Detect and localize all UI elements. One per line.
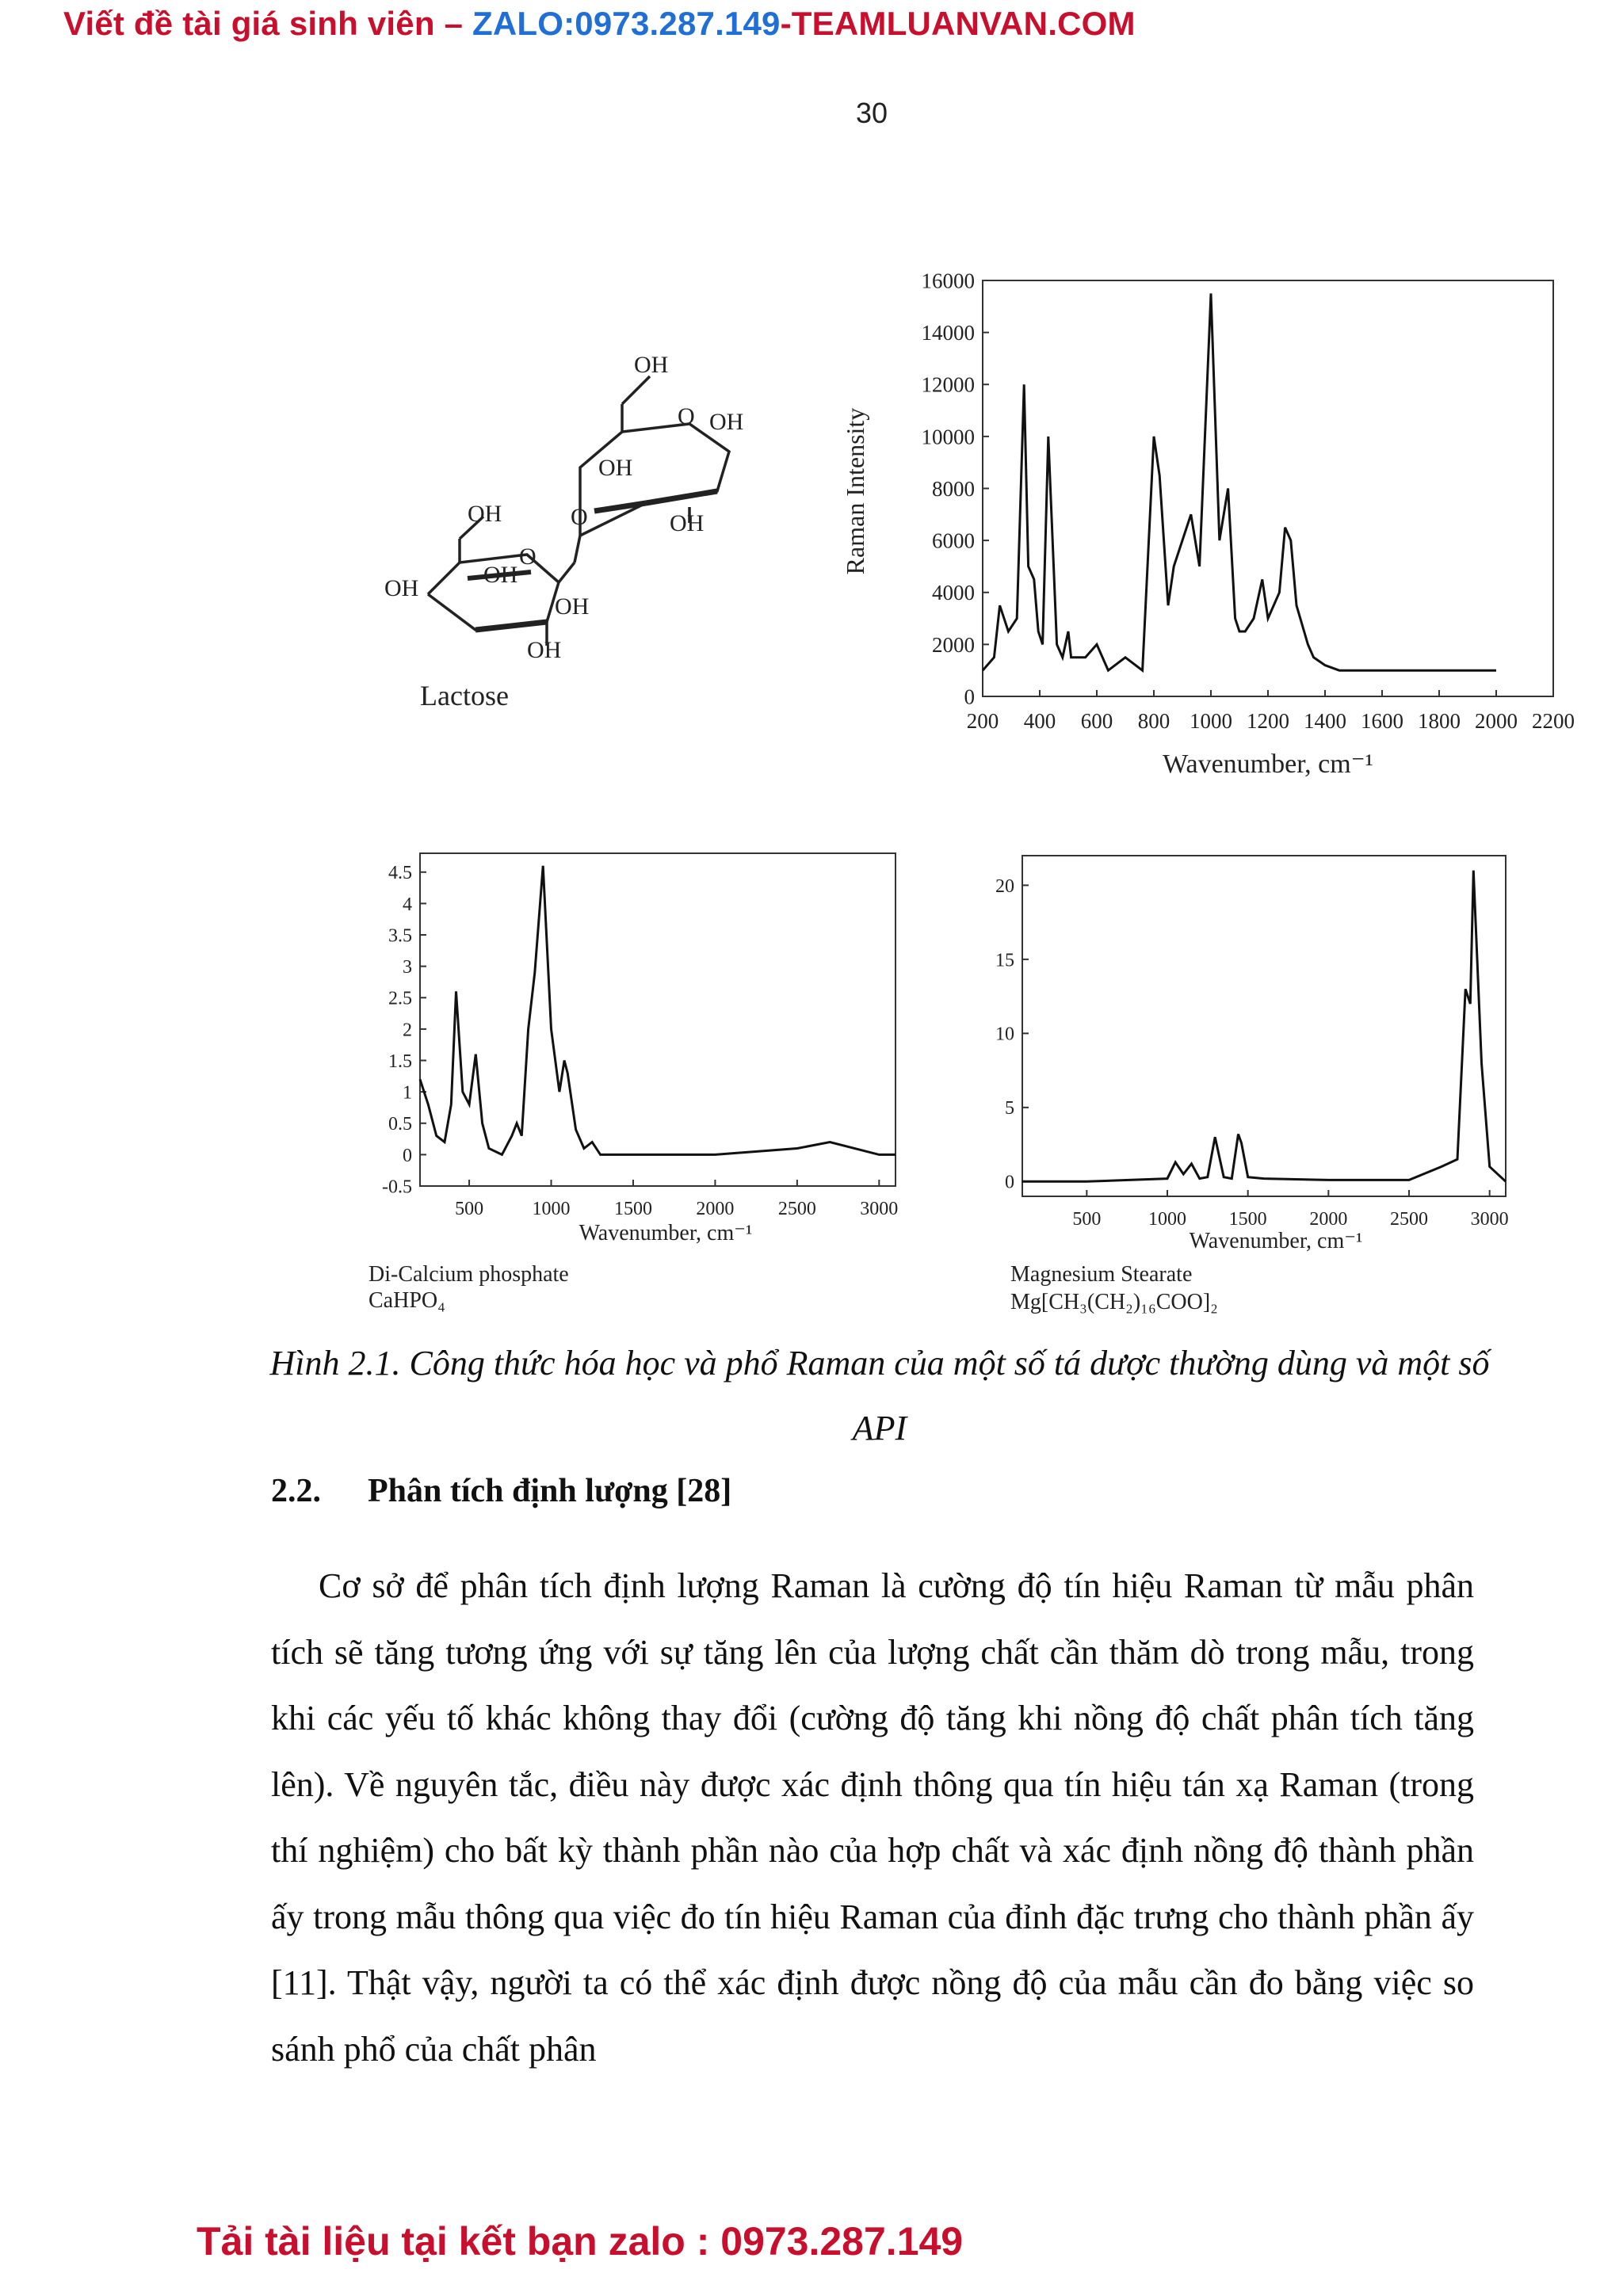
y-tick-label: 8000	[932, 476, 975, 501]
x-tick-label: 2200	[1532, 709, 1575, 733]
lactose-o: O	[519, 543, 537, 570]
compound-formula: CaHPO₄	[369, 1288, 445, 1313]
lactose-oh: OH	[598, 455, 633, 481]
lactose-oh: OH	[555, 593, 590, 620]
compound-formula: Mg[CH₃(CH₂)₁₆COO]₂	[1010, 1290, 1218, 1314]
paragraph-text: Cơ sở để phân tích định lượng Raman là cường độ tín hiệu Raman từ mẫu phân tích sẽ tăng tương ứng với sự tăng lên của lượng chất cần thăm dò trong mẫu, trong khi các yếu tố khác không thay đổi (cường độ tăng khi nồng độ chất phân tích tăng lên). Về nguyên tắc, điều này được xác định thông qua tín hiệu tán xạ Raman (trong thí nghiệm) cho bất kỳ thành phần nào của hợp chất và xác định nồng độ thành phần ấy trong mẫu thông qua việc đo tín hiệu Raman của đỉnh đặc trưng cho thành phần ấy [11]. Thật vậy, người ta có thể xác định được nồng độ của mẫu cần đo bằng việc so sánh phổ của chất phân	[271, 1566, 1474, 2069]
x-tick-label: 1600	[1361, 709, 1403, 733]
spectrum-line	[1022, 871, 1506, 1182]
y-tick-label: 0.5	[388, 1114, 412, 1135]
x-tick-label: 2000	[1309, 1209, 1348, 1230]
lactose-o: O	[571, 504, 588, 530]
lactose-oh: OH	[670, 510, 705, 536]
y-tick-label: 4	[403, 894, 412, 915]
x-axis-label: Wavenumber, cm⁻¹	[579, 1221, 753, 1245]
x-tick-label: 2000	[1475, 709, 1518, 733]
y-axis-label: Raman Intensity	[841, 407, 869, 575]
y-tick-label: 0	[403, 1145, 412, 1166]
y-tick-label: -0.5	[382, 1177, 412, 1198]
spectrum-line	[420, 866, 896, 1155]
y-tick-label: 20	[995, 875, 1014, 897]
x-tick-label: 1800	[1418, 709, 1461, 733]
y-tick-label: 14000	[921, 321, 975, 345]
y-tick-label: 10000	[921, 425, 975, 449]
body-paragraph	[271, 1553, 1474, 2082]
compound-name: Magnesium Stearate	[1010, 1262, 1193, 1287]
compound-name: Di-Calcium phosphate	[369, 1262, 569, 1287]
y-tick-label: 2.5	[388, 988, 412, 1009]
figure-caption: Hình 2.1. Công thức hóa học và phổ Raman của một số tá dược thường dùng và một số API	[269, 1344, 1490, 1447]
x-tick-label: 800	[1137, 709, 1170, 733]
plot-frame	[1022, 856, 1506, 1196]
y-tick-label: 0	[1005, 1172, 1014, 1193]
x-tick-label: 500	[1072, 1209, 1102, 1230]
banner-site: -TEAMLUANVAN.COM	[780, 5, 1136, 42]
section-title: Phân tích định lượng [28]	[368, 1473, 732, 1509]
y-tick-label: 6000	[932, 528, 975, 553]
section-heading	[271, 1472, 731, 1510]
y-tick-label: 0	[964, 685, 975, 709]
top-banner	[63, 5, 1136, 43]
lactose-label: Lactose	[420, 680, 509, 711]
x-axis-label: Wavenumber, cm⁻¹	[1163, 749, 1373, 779]
lactose-structure	[372, 341, 785, 737]
x-tick-label: 2000	[696, 1199, 735, 1219]
page-number: 30	[855, 97, 888, 129]
y-tick-label: 5	[1005, 1098, 1014, 1119]
y-tick-label: 3	[403, 957, 412, 978]
y-tick-label: 4.5	[388, 863, 412, 884]
y-tick-label: 10	[995, 1024, 1014, 1045]
x-tick-label: 600	[1080, 709, 1113, 733]
x-axis-label: Wavenumber, cm⁻¹	[1189, 1229, 1363, 1253]
x-tick-label: 1200	[1247, 709, 1289, 733]
x-tick-label: 3000	[860, 1199, 899, 1219]
bottom-banner: Tải tài liệu tại kết bạn zalo : 0973.287.149	[197, 2219, 964, 2264]
lactose-oh: OH	[634, 352, 669, 378]
x-tick-label: 1000	[1190, 709, 1232, 733]
raman-chart-mgst	[975, 848, 1529, 1323]
y-tick-label: 1.5	[388, 1051, 412, 1072]
x-tick-label: 400	[1023, 709, 1056, 733]
y-tick-label: 3.5	[388, 925, 412, 947]
x-tick-label: 500	[455, 1199, 484, 1219]
y-tick-label: 1	[403, 1082, 412, 1104]
banner-text-1: Viết đề tài giá sinh viên –	[63, 5, 472, 42]
banner-zalo: ZALO:0973.287.149	[472, 5, 781, 42]
x-tick-label: 1500	[613, 1199, 652, 1219]
spectrum-line	[983, 293, 1496, 670]
lactose-o: O	[678, 403, 695, 429]
y-tick-label: 16000	[921, 269, 975, 293]
raman-chart-dcp	[357, 844, 927, 1319]
x-tick-label: 200	[966, 709, 999, 733]
y-tick-label: 2	[403, 1020, 412, 1041]
lactose-oh: OH	[384, 575, 419, 601]
x-tick-label: 1000	[1148, 1209, 1186, 1230]
raman-chart-lactose	[840, 269, 1617, 792]
lactose-oh: OH	[709, 409, 744, 435]
y-tick-label: 15	[995, 950, 1014, 971]
x-tick-label: 1500	[1228, 1209, 1267, 1230]
lactose-oh: OH	[483, 562, 518, 588]
y-tick-label: 4000	[932, 581, 975, 605]
plot-frame	[420, 853, 896, 1186]
y-tick-label: 12000	[921, 372, 975, 397]
lactose-oh: OH	[527, 637, 562, 663]
y-tick-label: 2000	[932, 632, 975, 657]
x-tick-label: 3000	[1470, 1209, 1509, 1230]
section-number: 2.2.	[271, 1473, 321, 1509]
x-tick-label: 1400	[1304, 709, 1346, 733]
x-tick-label: 2500	[777, 1199, 816, 1219]
x-tick-label: 1000	[532, 1199, 571, 1219]
x-tick-label: 2500	[1390, 1209, 1428, 1230]
lactose-oh: OH	[468, 501, 502, 527]
